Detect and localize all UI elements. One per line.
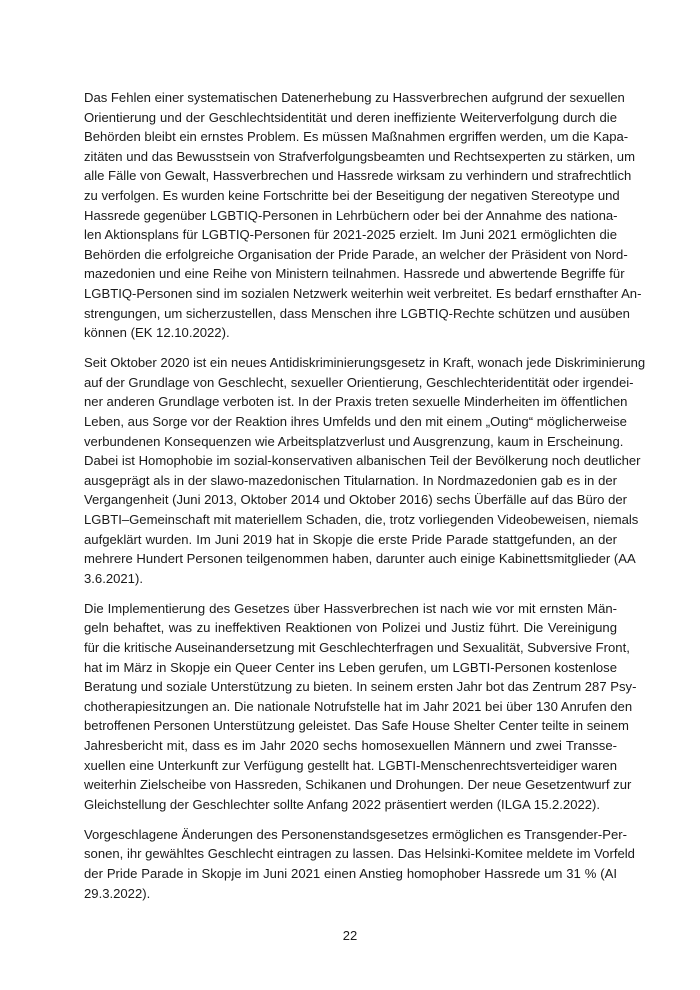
document-body [84,88,646,914]
text-line: chotherapiesitzungen an. Die nationale Notrufstelle hat im Jahr 2021 bei über 130 Anrufen den [84,698,633,714]
text-line: geln behaftet, was zu ineffektiven Reaktionen von Polizei und Justiz führt. Die Vereinigung [84,620,617,636]
text-line: können (EK 12.10.2022). [84,325,230,341]
text-line: LGBTIQ-Personen sind im sozialen Netzwerk weiterhin weit verbreitet. Es bedarf ernsthafter An- [84,285,642,301]
text-line: Hassrede gegenüber LGBTIQ-Personen in Lehrbüchern oder bei der Annahme des nationa- [84,207,618,223]
text-line: ausgeprägt als in der slawo-mazedonischen Titularnation. In Nordmazedonien gab es in der [84,472,617,488]
text-line: ner anderen Grundlage verboten ist. In der Praxis treten sexuelle Minderheiten im öffentlichen [84,394,628,410]
text-line: weiterhin Zielscheibe von Hassreden, Schikanen und Drohungen. Der neue Gesetzentwurf zur [84,777,632,793]
text-line: Behörden die erfolgreiche Organisation der Pride Parade, an welcher der Präsident von Nord- [84,246,628,262]
page-number: 22 [342,928,358,943]
paragraph [84,825,635,903]
text-line: LGBTI–Gemeinschaft mit materiellem Schaden, die, trotz vorliegenden Videobeweisen, niemals [84,511,639,527]
text-line: verbundenen Konsequenzen wie Arbeitsplatzverlust und Ausgrenzung, kaum in Erscheinung. [84,433,624,449]
text-line: sonen, ihr gewähltes Geschlecht eintragen zu lassen. Das Helsinki-Komitee meldete im Vorfeld [84,846,635,862]
text-line: zu verfolgen. Es wurden keine Fortschritte bei der Beseitigung der negativen Stereotype und [84,187,620,203]
text-line: Seit Oktober 2020 ist ein neues Antidiskriminierungsgesetz in Kraft, wonach jede Diskriminierung [84,355,646,371]
text-line: hat im März in Skopje ein Queer Center ins Leben gerufen, um LGBTI-Personen kostenlose [84,659,617,675]
text-line: der Pride Parade in Skopje im Juni 2021 einen Anstieg homophober Hassrede um 31 % (AI [84,866,617,882]
text-line: 3.6.2021). [84,570,143,586]
text-line: Dabei ist Homophobie im sozial-konservativen albanischen Teil der Bevölkerung noch deutlicher [84,453,641,469]
text-line: mazedonien und eine Reihe von Ministern teilnahmen. Hassrede und abwertende Begriffe für [84,266,625,282]
text-line: für die kritische Auseinandersetzung mit Geschlechterfragen und Sexualität, Subversive Front, [84,640,630,656]
text-line: Die Implementierung des Gesetzes über Hassverbrechen ist nach wie vor mit ernsten Män- [84,600,617,616]
text-line: 29.3.2022). [84,885,151,901]
text-line: len Aktionsplans für LGBTIQ-Personen für 2021-2025 erzielt. Im Juni 2021 ermöglichten die [84,227,617,243]
text-line: auf der Grundlage von Geschlecht, sexueller Orientierung, Geschlechteridentität oder irgendei- [84,374,634,390]
paragraph [84,88,642,343]
text-line: strengungen, um sicherzustellen, dass Menschen ihre LGBTIQ-Rechte schützen und ausüben [84,305,630,321]
text-line: zitäten und das Bewusstsein von Strafverfolgungsbeamten und Rechtsexperten zu stärken, um [84,148,635,164]
text-line: xuellen eine Unterkunft zur Verfügung gestellt hat. LGBTI-Menschenrechtsverteidiger waren [84,757,617,773]
text-line: Vorgeschlagene Änderungen des Personenstandsgesetzes ermöglichen es Transgender-Per- [84,826,628,842]
text-line: Beratung und soziale Unterstützung zu bieten. In seinem ersten Jahr bot das Zentrum 287 Psy- [84,679,637,695]
paragraph [84,599,637,815]
text-line: Gleichstellung der Geschlechter sollte Anfang 2022 präsentiert werden (ILGA 15.2.2022). [84,796,601,812]
text-line: alle Fälle von Gewalt, Hassverbrechen und Hassrede wirksam zu verhindern und strafrechtlich [84,168,632,184]
text-line: mehrere Hundert Personen teilgenommen haben, darunter auch einige Kabinettsmitglieder (AA [84,551,636,567]
text-line: Jahresbericht mit, dass es im Jahr 2020 sechs homosexuellen Männern und zwei Transse- [84,738,617,753]
text-line: Leben, aus Sorge vor der Reaktion ihres Umfelds und den mit einem „Outing“ möglicherweise [84,414,627,429]
paragraph [84,353,646,588]
text-line: Vergangenheit (Juni 2013, Oktober 2014 und Oktober 2016) sechs Überfälle auf das Büro der [84,492,628,508]
text-line: Behörden bleibt ein ernstes Problem. Es müssen Maßnahmen ergriffen werden, um die Kapa- [84,129,629,145]
text-line: Orientierung und der Geschlechtsidentität und deren ineffiziente Weiterverfolgung durch die [84,109,617,125]
text-line: betroffenen Personen Unterstützung geleistet. Das Safe House Shelter Center teilte in seinem [84,718,629,734]
text-line: aufgeklärt wurden. Im Juni 2019 hat in Skopje die erste Pride Parade stattgefunden, an der [84,531,617,547]
text-line: Das Fehlen einer systematischen Datenerhebung zu Hassverbrechen aufgrund der sexuellen [84,90,625,105]
